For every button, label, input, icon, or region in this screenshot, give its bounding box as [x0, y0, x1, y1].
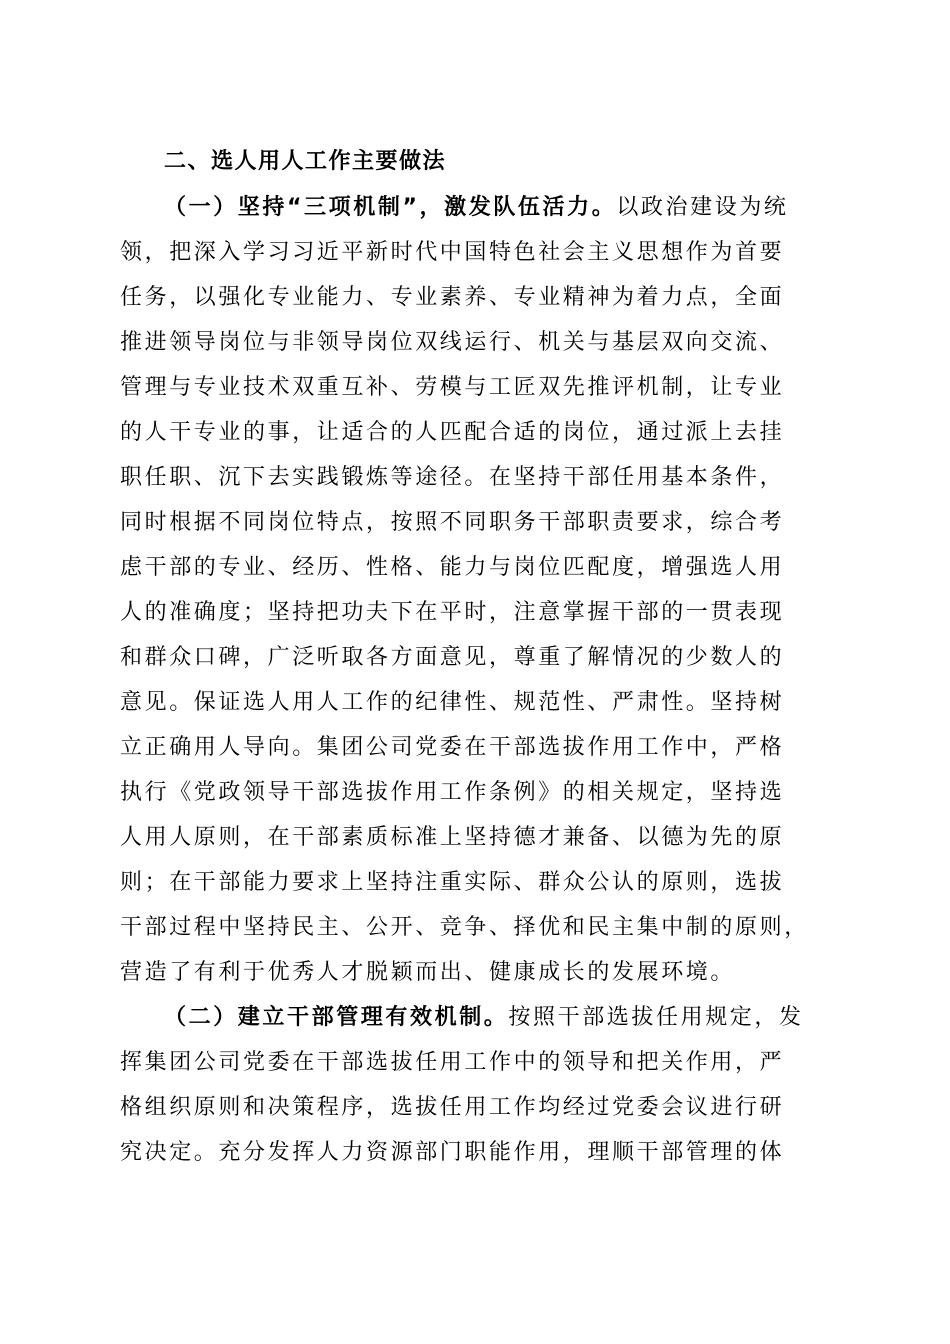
- paragraph-2-line: 究决定。充分发挥人力资源部门职能作用，理顺干部管理的体: [120, 1140, 785, 1165]
- paragraph-1-line: 任务，以强化专业能力、专业素养、专业精神为着力点，全面: [120, 285, 785, 310]
- paragraph-2-line: 挥集团公司党委在干部选拔任用工作中的领导和把关作用，严: [120, 1050, 785, 1075]
- paragraph-1-line: 的人干专业的事，让适合的人匹配合适的岗位，通过派上去挂: [120, 420, 785, 445]
- paragraph-2-lead: （二）建立干部管理有效机制。: [164, 1005, 509, 1030]
- paragraph-1-line: 干部过程中坚持民主、公开、竞争、择优和民主集中制的原则，: [120, 915, 809, 940]
- paragraph-1-line: 人的准确度；坚持把功夫下在平时，注意掌握干部的一贯表现: [120, 600, 785, 625]
- paragraph-1-line: 人用人原则，在干部素质标准上坚持德才兼备、以德为先的原: [120, 825, 785, 850]
- paragraph-1-line: 以政治建设为统: [616, 195, 789, 220]
- paragraph-1-line: 虑干部的专业、经历、性格、能力与岗位匹配度，增强选人用: [120, 555, 785, 580]
- paragraph-1-line: 执行《党政领导干部选拔作用工作条例》的相关规定，坚持选: [120, 780, 785, 805]
- paragraph-1-line: 和群众口碑，广泛听取各方面意见，尊重了解情况的少数人的: [120, 645, 785, 670]
- paragraph-1-line: 意见。保证选人用人工作的纪律性、规范性、严肃性。坚持树: [120, 690, 785, 715]
- paragraph-1-line: 领，把深入学习习近平新时代中国特色社会主义思想作为首要: [120, 240, 785, 265]
- section-title: 二、选人用人工作主要做法: [164, 149, 447, 174]
- paragraph-2-first-line: [164, 1003, 884, 1033]
- paragraph-1-line: 营造了有利于优秀人才脱颖而出、健康成长的发展环境。: [120, 960, 736, 985]
- paragraph-2-line: 格组织原则和决策程序，选拔任用工作均经过党委会议进行研: [120, 1095, 785, 1120]
- paragraph-1-line: 管理与专业技术双重互补、劳模与工匠双先推评机制，让专业: [120, 375, 785, 400]
- paragraph-1-line: 职任职、沉下去实践锻炼等途径。在坚持干部任用基本条件，: [120, 465, 785, 490]
- paragraph-1-lead: （一）坚持“三项机制”，激发队伍活力。: [164, 195, 617, 220]
- paragraph-1-line: 推进领导岗位与非领导岗位双线运行、机关与基层双向交流、: [120, 330, 785, 355]
- paragraph-1-line: 则；在干部能力要求上坚持注重实际、群众公认的原则，选拔: [120, 870, 785, 895]
- paragraph-1-first-line: [164, 193, 884, 223]
- paragraph-1-line: 立正确用人导向。集团公司党委在干部选拔作用工作中，严格: [120, 735, 785, 760]
- paragraph-2-line: 按照干部选拔任用规定，发: [508, 1005, 804, 1030]
- paragraph-1-line: 同时根据不同岗位特点，按照不同职务干部职责要求，综合考: [120, 510, 785, 535]
